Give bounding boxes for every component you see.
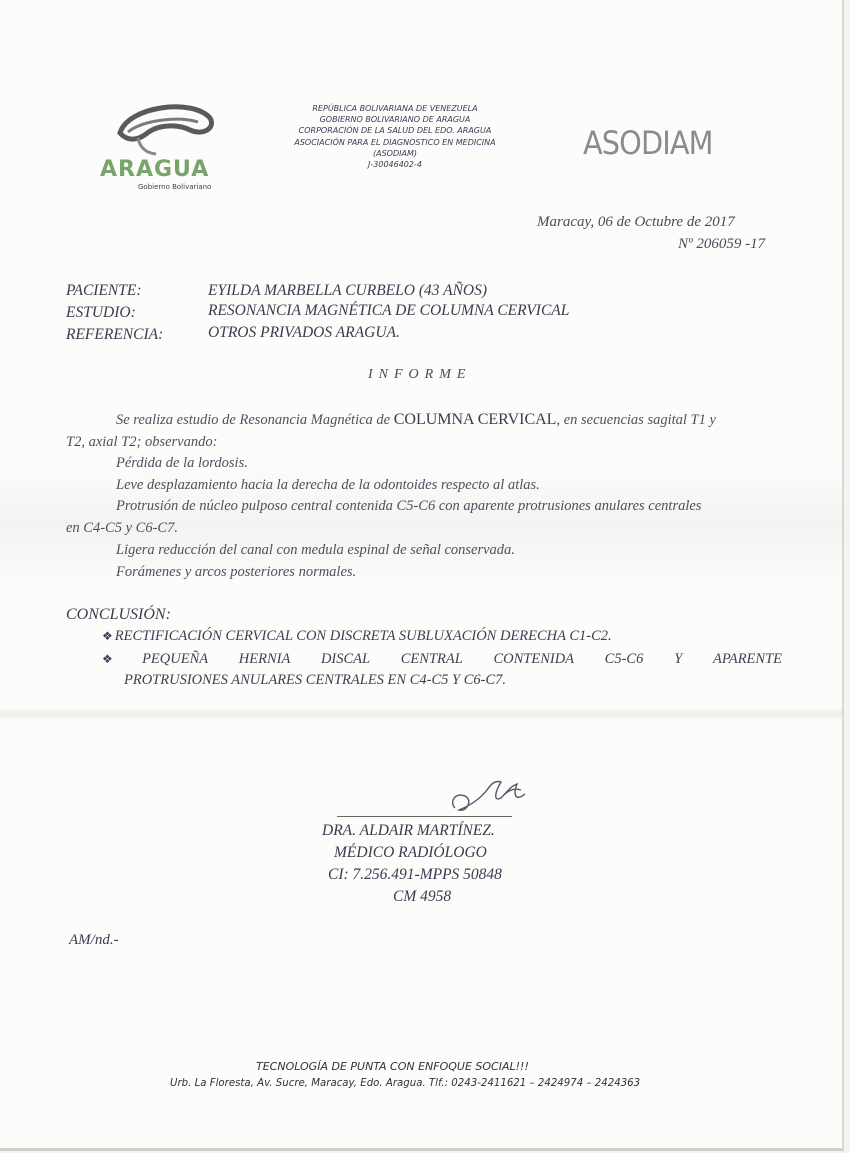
paper-fold-crease [0,707,842,721]
footer-address: Urb. La Floresta, Av. Sucre, Maracay, Edo. Aragua. Tlf.: 0243-2411621 – 2424974 – 2424363 [170,1078,641,1089]
institution-line: J-30046402-4 [368,160,422,170]
report-intro-end: , en secuencias sagital T1 y [556,412,716,428]
finding-line: en C4-C5 y C6-C7. [66,520,178,536]
signature-line [337,816,512,817]
report-intro-continued: T2, axial T2; observando: [66,434,218,450]
institution-line: REPÚBLICA BOLIVARIANA DE VENEZUELA [312,104,478,113]
finding-line: Pérdida de la lordosis. [116,455,248,471]
conclusion-item-continued: PROTRUSIONES ANULARES CENTRALES EN C4-C5 Y C6-C7. [124,672,506,688]
handwritten-signature [445,772,535,820]
transcriber-initials: AM/nd.- [69,932,119,948]
institution-line: (ASODIAM) [373,148,417,158]
estudio-label: ESTUDIO: [66,304,136,321]
report-intro-start: Se realiza estudio de Resonancia Magnética de [116,412,394,428]
referencia-label: REFERENCIA: [66,326,164,343]
report-title: INFORME [368,367,472,382]
doctor-cm: CM 4958 [393,888,452,905]
paciente-label: PACIENTE: [66,282,142,299]
conclusion-item [102,628,612,645]
asodiam-logo: ASODIAM [583,124,713,162]
finding-line: Protrusión de núcleo pulposo central contenida C5-C6 con aparente protrusiones anulares centrales [116,498,702,514]
diamond-bullet-icon: ❖ [102,629,113,643]
place-date: Maracay, 06 de Octubre de 2017 [537,214,735,230]
finding-line: Leve desplazamiento hacia la derecha de la odontoides respecto al atlas. [116,477,540,493]
estudio-value: RESONANCIA MAGNÉTICA DE COLUMNA CERVICAL [208,302,570,319]
institution-header [270,103,520,170]
institution-line: GOBIERNO BOLIVARIANO DE ARAGUA [319,115,471,125]
diamond-bullet-icon: ❖ [102,652,141,666]
finding-line: Ligera reducción del canal con medula espinal de señal conservada. [116,542,515,558]
aragua-logo-name: ARAGUA [100,157,210,182]
referencia-value: OTROS PRIVADOS ARAGUA. [208,324,400,341]
conclusion-title: CONCLUSIÓN: [66,606,171,623]
doctor-title: MÉDICO RADIÓLOGO [334,844,487,861]
institution-line: ASOCIACIÓN PARA EL DIAGNOSTICO EN MEDICINA [294,137,496,147]
conclusion-item-text: RECTIFICACIÓN CERVICAL CON DISCRETA SUBLUXACIÓN DERECHA C1-C2. [114,628,612,644]
footer-slogan: TECNOLOGÍA DE PUNTA CON ENFOQUE SOCIAL!!! [256,1060,529,1073]
report-intro [116,411,716,429]
report-intro-emphasis: COLUMNA CERVICAL [393,411,557,428]
institution-line: CORPORACIÓN DE LA SALUD DEL EDO. ARAGUA [298,126,492,136]
finding-line: Forámenes y arcos posteriores normales. [116,564,357,580]
aragua-logo-subtitle: Gobierno Bolivariano [138,183,212,191]
report-number: Nº 206059 -17 [678,236,766,252]
conclusion-item [102,651,782,668]
paciente-value: EYILDA MARBELLA CURBELO (43 AÑOS) [208,282,488,299]
conclusion-item-text: PEQUEÑA HERNIA DISCAL CENTRAL CONTENIDA C5-C6 Y APARENTE [142,651,782,667]
doctor-ci: CI: 7.256.491-MPPS 50848 [328,866,502,883]
doctor-name: DRA. ALDAIR MARTÍNEZ. [322,822,495,839]
